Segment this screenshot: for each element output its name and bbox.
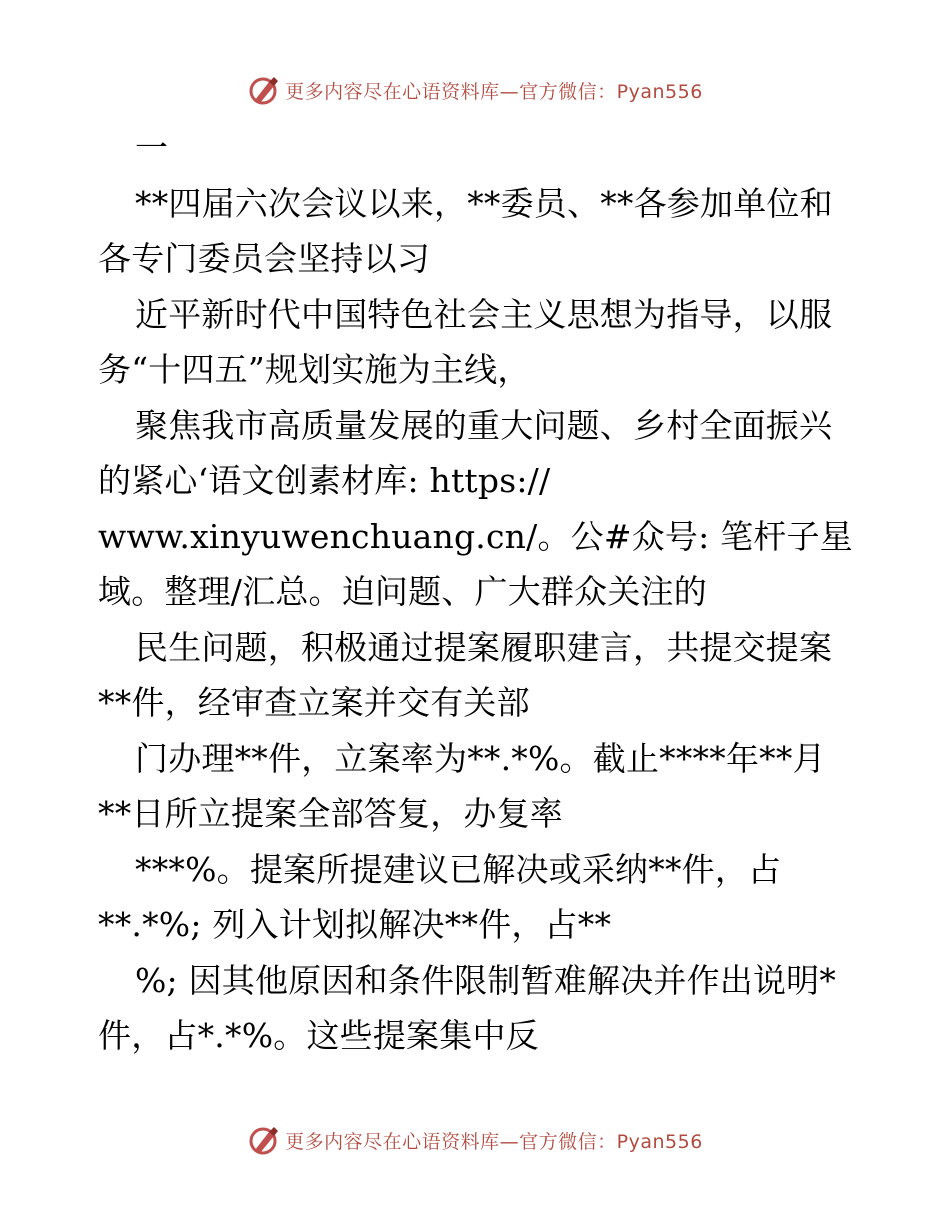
text-line: 一 (135, 128, 169, 167)
text-line: **日所立提案全部答复，办复率 (98, 794, 563, 833)
text-line: 近平新时代中国特色社会主义思想为指导，以服 (135, 294, 833, 334)
text-line: 件，占*.*%。这些提案集中反 (98, 1016, 539, 1055)
text-line: 域。整理/汇总。迫问题、广大群众关注的 (98, 572, 707, 611)
text-line: 聚焦我市高质量发展的重大问题、乡村全面振兴 (135, 405, 833, 445)
header-banner-text: 更多内容尽在心语资料库—官方微信：Pyan556 (285, 80, 703, 103)
text-line: 各专门委员会坚持以习 (98, 239, 430, 278)
text-line: **.*%; 列入计划拟解决**件，占** (98, 905, 612, 944)
text-line: 门办理**件，立案率为**.*%。截止****年**月 (135, 738, 826, 778)
text-line: 的紧心‘语文创素材库: https:// (98, 461, 551, 500)
page-footer (0, 1118, 950, 1162)
text-line: www.xinyuwenchuang.cn/。公#众号: 笔杆子星 (98, 516, 853, 556)
text-line: %; 因其他原因和条件限制暂难解决并作出说明* (135, 960, 837, 1000)
text-line: **件，经审查立案并交有关部 (98, 683, 530, 722)
footer-banner-text: 更多内容尽在心语资料库—官方微信：Pyan556 (285, 1130, 703, 1153)
pen-circle-icon (247, 73, 281, 107)
text-line: ***%。提案所提建议已解决或采纳**件，占 (135, 849, 782, 889)
header-banner (247, 73, 703, 107)
pen-circle-icon (247, 1123, 281, 1157)
text-line: 务“十四五”规划实施为主线， (98, 350, 531, 389)
document-body (98, 120, 858, 1064)
footer-banner (247, 1123, 703, 1157)
page-header (0, 68, 950, 112)
text-line: 民生问题，积极通过提案履职建言，共提交提案 (135, 627, 833, 667)
text-line: **四届六次会议以来，**委员、**各参加单位和 (135, 183, 833, 223)
